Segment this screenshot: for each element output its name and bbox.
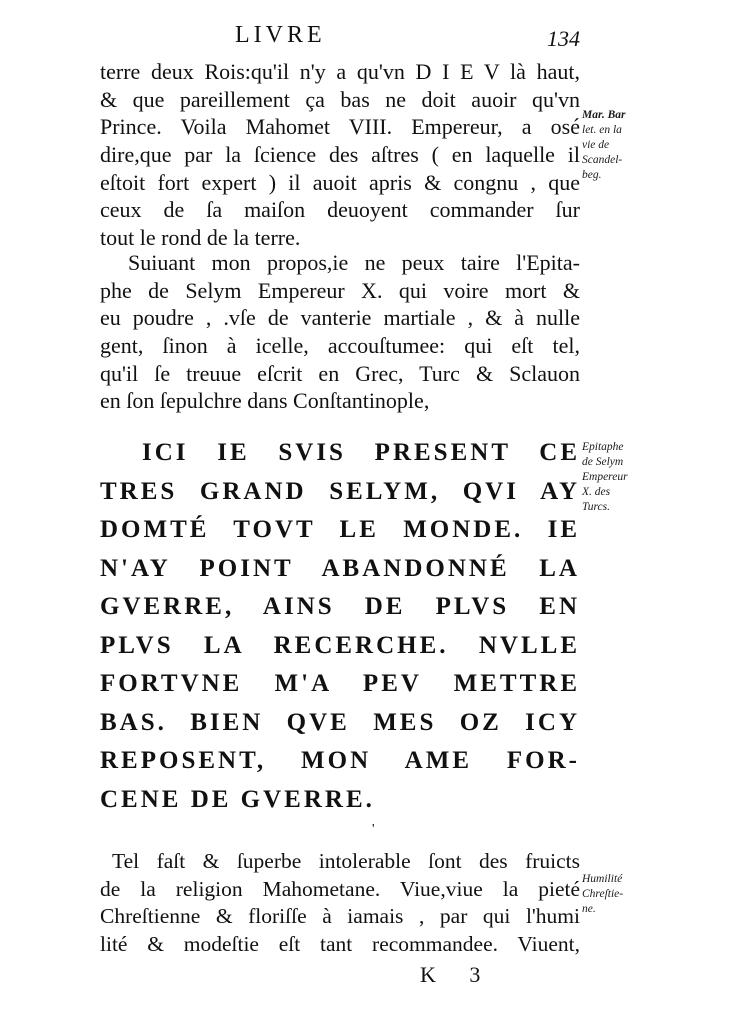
- text-line: de la religion Mahometane. Viue,viue la pieté: [100, 876, 580, 901]
- signature-mark: K 3: [420, 962, 495, 987]
- margin-note-line: Chreſtie-: [582, 888, 624, 900]
- epitaph-line: PLVS LA RECERCHE. NVLLE: [100, 631, 580, 659]
- margin-note-line: ne.: [582, 903, 596, 915]
- text-line: lité & modeſtie eſt tant recommandee. Viuent,: [100, 931, 580, 956]
- epitaph-line: TRES GRAND SELYM, QVI AY: [100, 477, 580, 505]
- page-number: 134: [547, 26, 580, 51]
- text-line: terre deux Rois:qu'il n'y a qu'vn D I E V là haut,: [100, 59, 580, 84]
- epitaph-line: DOMTÉ TOVT LE MONDE. IE: [100, 516, 580, 543]
- text-line: en ſon ſepulchre dans Conſtantinople,: [100, 388, 430, 414]
- margin-note-line: let. en la: [582, 124, 622, 136]
- running-title: LIVRE: [235, 22, 326, 48]
- margin-note-line: Humilité: [582, 873, 623, 885]
- margin-note-line: vie de: [582, 139, 610, 151]
- margin-note-line: de Selym: [582, 456, 624, 468]
- margin-note-line: Turcs.: [582, 501, 611, 513]
- text-line: gent, ſinon à icelle, accouſtumee: qui eſt tel,: [100, 333, 580, 359]
- epitaph-line: FORTVNE M'A PEV METTRE: [100, 670, 580, 697]
- margin-note-epitaph: [582, 440, 662, 515]
- text-line: qu'il ſe treuue eſcrit en Grec, Turc & Sclauon: [100, 360, 580, 386]
- epitaph-line: BAS. BIEN QVE MES OZ ICY: [100, 708, 580, 736]
- margin-note-humility: [582, 872, 662, 917]
- text-line: phe de Selym Empereur X. qui voire mort &: [100, 277, 580, 303]
- text-line: eſtoit fort expert ) il auoit apris & congnu , que: [100, 169, 580, 195]
- text-line: Suiuant mon propos,ie ne peux taire l'Epita-: [128, 250, 580, 275]
- margin-note-source: [582, 108, 662, 183]
- paragraph-1: [100, 58, 580, 252]
- text-line: ceux de ſa maiſon deuoyent commander ſur: [100, 197, 580, 223]
- margin-note-line: Epitaphe: [582, 441, 624, 453]
- page-header: [100, 22, 580, 56]
- epitaph: [100, 434, 580, 819]
- margin-note-line: beg.: [582, 169, 602, 181]
- paragraph-2: [100, 249, 580, 415]
- epitaph-line: N'AY POINT ABANDONNÉ LA: [100, 554, 580, 582]
- margin-note-line: X. des: [582, 486, 611, 498]
- epitaph-line: ICI IE SVIS PRESENT CE: [142, 439, 580, 466]
- text-line: Tel faſt & ſuperbe intolerable ſont des fruicts: [112, 849, 580, 873]
- epitaph-line: CENE DE GVERRE.: [100, 785, 375, 813]
- text-line: dire,que par la ſcience des aſtres ( en laquelle il: [100, 142, 580, 168]
- margin-note-line: Empereur: [582, 471, 628, 483]
- text-line: & que pareillement ça bas ne doit auoir qu'vn: [100, 86, 580, 112]
- text-line: Prince. Voila Mahomet VIII. Empereur, a osé: [100, 114, 580, 140]
- margin-note-line: Mar. Bar: [582, 109, 626, 121]
- epitaph-line: REPOSENT, MON AME FOR-: [100, 747, 580, 774]
- text-line: tout le rond de la terre.: [100, 225, 301, 251]
- ornament-mark: ': [372, 822, 375, 837]
- text-line: Chreſtienne & floriſſe à iamais , par qui l'humi: [100, 904, 580, 928]
- margin-note-line: Scandel-: [582, 154, 623, 166]
- paragraph-3: [100, 848, 580, 958]
- epitaph-line: GVERRE, AINS DE PLVS EN: [100, 593, 580, 620]
- text-line: eu poudre , .vſe de vanterie martiale , & à nulle: [100, 305, 580, 331]
